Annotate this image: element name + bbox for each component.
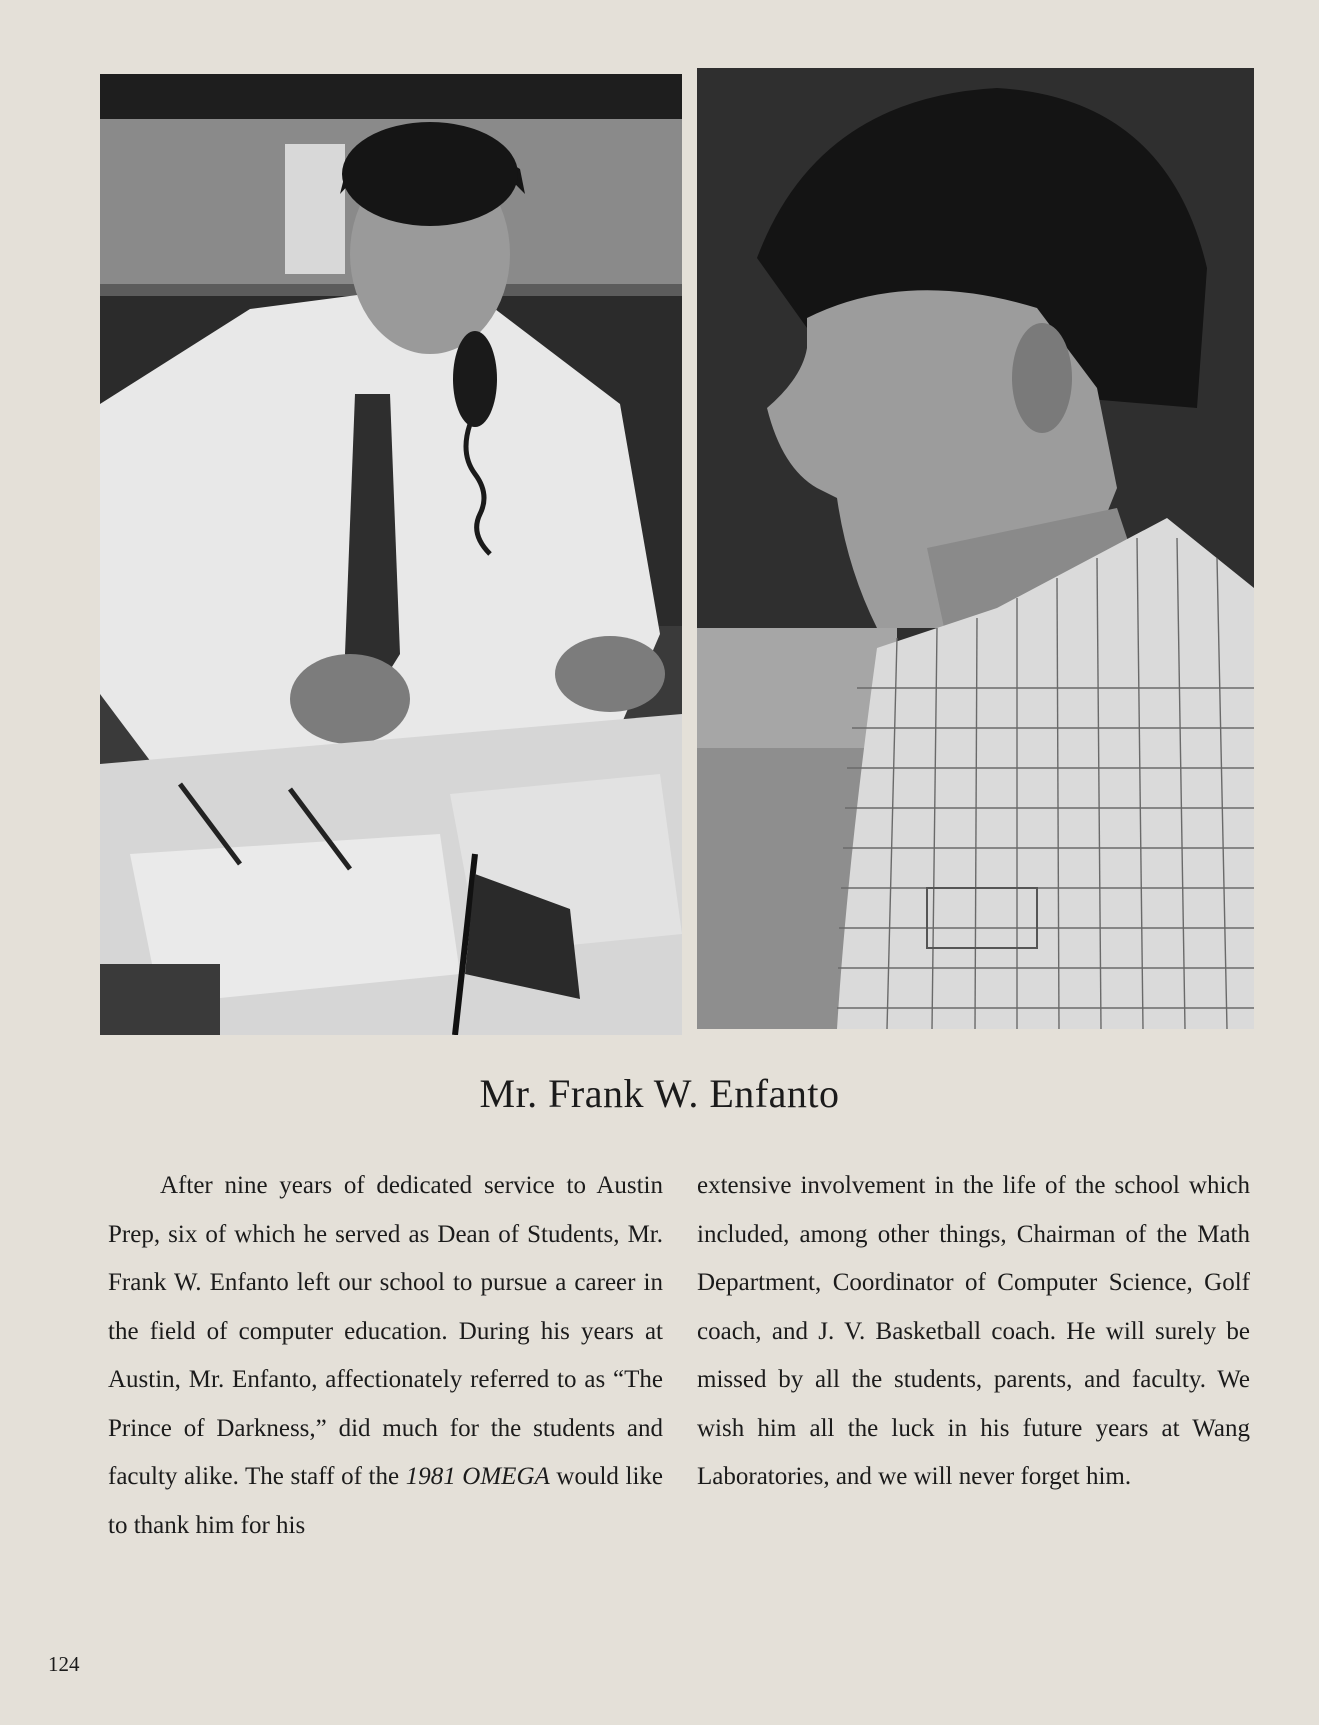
photo-man-in-profile (697, 68, 1254, 1029)
desk-photo-illustration (100, 74, 682, 1035)
left-column-ending: would like to thank him for his (108, 1463, 664, 1539)
page-number: 124 (48, 1652, 80, 1676)
photo-man-at-desk-on-phone (100, 74, 682, 1035)
article-left-column (108, 1162, 663, 1550)
page-title: Mr. Frank W. Enfanto (479, 1071, 840, 1116)
yearbook-title-italic: 1981 OMEGA (405, 1463, 550, 1490)
profile-photo-illustration (697, 68, 1254, 1029)
article-right-column: extensive involvement in the life of the school which included, among other things, Chairman of the Math Department, Coordinator of Computer Science, Golf coach, and J. V. Basketball coach. He will surely be missed by all the students, parents, and faculty. We wish him all the luck in his future years at Wang Laboratories, and we will never forget him. (697, 1172, 1250, 1490)
left-column-text: After nine years of dedicated service to Austin Prep, six of which he served as Dean of Students, Mr. Frank W. Enfanto left our school to pursue a career in the field of computer education. During his years at Austin, Mr. Enfanto, affectionately referred to as “The Prince of Darkness,” did much for the students and faculty alike. The staff of the (108, 1172, 663, 1490)
